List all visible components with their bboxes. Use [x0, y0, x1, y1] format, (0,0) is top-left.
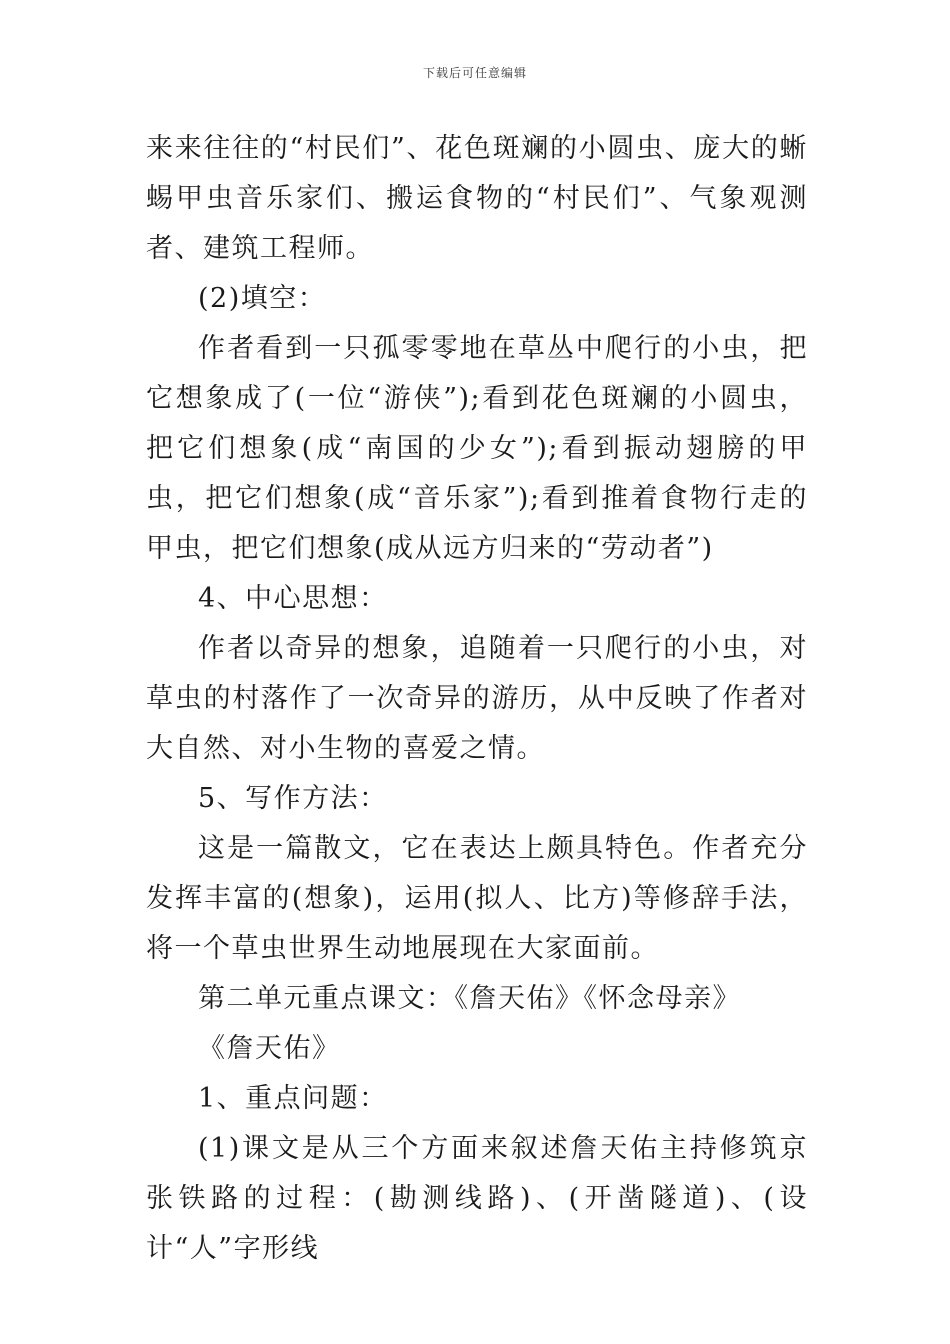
paragraph-2: (2)填空： — [198, 283, 327, 314]
paragraph-6: 5、写作方法： — [198, 783, 388, 814]
paragraph-5: 作者以奇异的想象，追随着一只爬行的小虫，对草虫的村落作了一次奇异的游历，从中反映了作者对大自然、对小生物的喜爱之情。 — [146, 633, 808, 764]
document-body — [146, 124, 808, 1274]
paragraph-9: 《詹天佑》 — [198, 1033, 341, 1064]
paragraph-1: 来来往往的“村民们”、花色斑斓的小圆虫、庞大的蜥蜴甲虫音乐家们、搬运食物的“村民们”、气象观测者、建筑工程师。 — [146, 133, 808, 264]
paragraph-7: 这是一篇散文，它在表达上颇具特色。作者充分发挥丰富的(想象)，运用(拟人、比方)等修辞手法，将一个草虫世界生动地展现在大家面前。 — [146, 833, 808, 964]
paragraph-11: (1)课文是从三个方面来叙述詹天佑主持修筑京张铁路的过程：(勘测线路)、(开凿隧道)、(设计“人”字形线 — [146, 1133, 808, 1264]
paragraph-3: 作者看到一只孤零零地在草丛中爬行的小虫，把它想象成了(一位“游侠”);看到花色斑斓的小圆虫，把它们想象(成“南国的少女”);看到振动翅膀的甲虫，把它们想象(成“音乐家”);看到推着食物行走的甲虫，把它们想象(成从远方归来的“劳动者”) — [146, 333, 808, 564]
page-header: 下载后可任意编辑 — [422, 66, 527, 80]
paragraph-4: 4、中心思想： — [198, 583, 388, 614]
paragraph-10: 1、重点问题： — [198, 1083, 388, 1114]
paragraph-8: 第二单元重点课文：《詹天佑》《怀念母亲》 — [198, 983, 741, 1014]
